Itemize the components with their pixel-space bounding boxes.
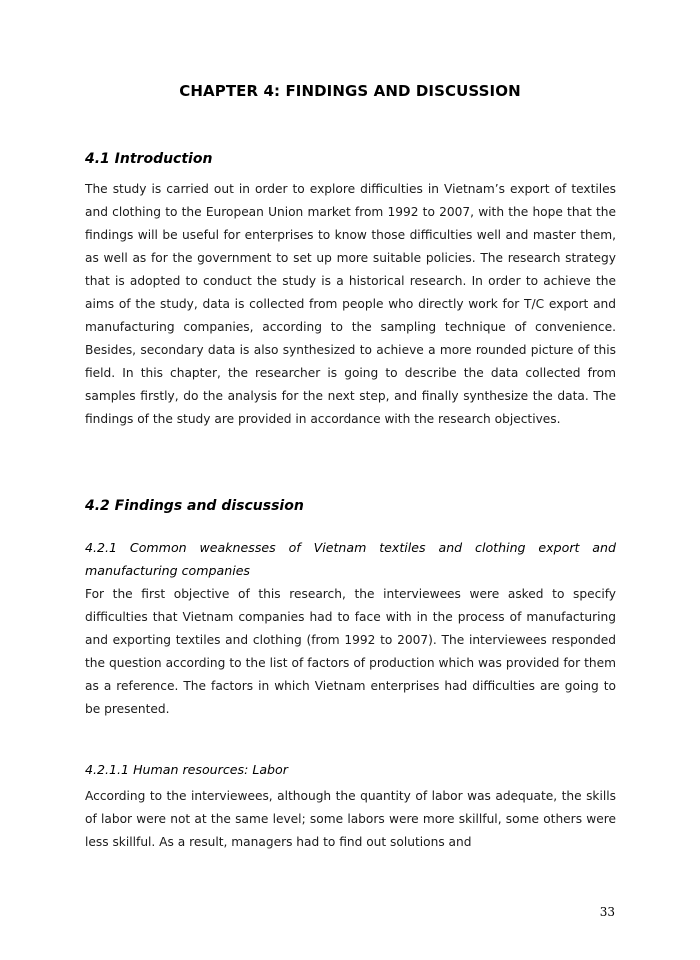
section-heading-4-2: 4.2 Findings and discussion	[85, 498, 304, 514]
section-heading-4-2-1-1: 4.2.1.1 Human resources: Labor	[85, 762, 288, 777]
section-heading-4-1: 4.1 Introduction	[85, 151, 213, 167]
section-4-1-paragraph: The study is carried out in order to explore difficulties in Vietnam’s export of textiles and clothing to the European Union market from 1992 to 2007, with the hope that the findings will be useful for enterprises to know those difficulties well and master them, as well as for the government to set up more suitable policies. The research strategy that is adopted to conduct the study is a historical research. In order to achieve the aims of the study, data is collected from people who directly work for T/C export and manufacturing companies, according to the sampling technique of convenience. Besides, secondary data is also synthesized to achieve a more rounded picture of this field. In this chapter, the researcher is going to describe the data collected from samples firstly, do the analysis for the next step, and finally synthesize the data. The findings of the study are provided in accordance with the research objectives.	[85, 182, 616, 426]
section-4-2-1-1-paragraph: According to the interviewees, although the quantity of labor was adequate, the skills of labor were not at the same level; some labors were more skillful, some others were less skillful. As a result, managers had to find out solutions and	[85, 789, 616, 849]
section-4-2-1-paragraph: For the first objective of this research, the interviewees were asked to specify difficulties that Vietnam companies had to face with in the process of manufacturing and exporting textiles and clothing (from 1992 to 2007). The interviewees responded the question according to the list of factors of production which was provided for them as a reference. The factors in which Vietnam enterprises had difficulties are going to be presented.	[85, 587, 616, 716]
section-heading-4-2-1: 4.2.1 Common weaknesses of Vietnam textiles and clothing export and manufacturing companies	[85, 540, 616, 578]
page-number: 33	[599, 905, 615, 919]
chapter-title: CHAPTER 4: FINDINGS AND DISCUSSION	[179, 82, 521, 100]
